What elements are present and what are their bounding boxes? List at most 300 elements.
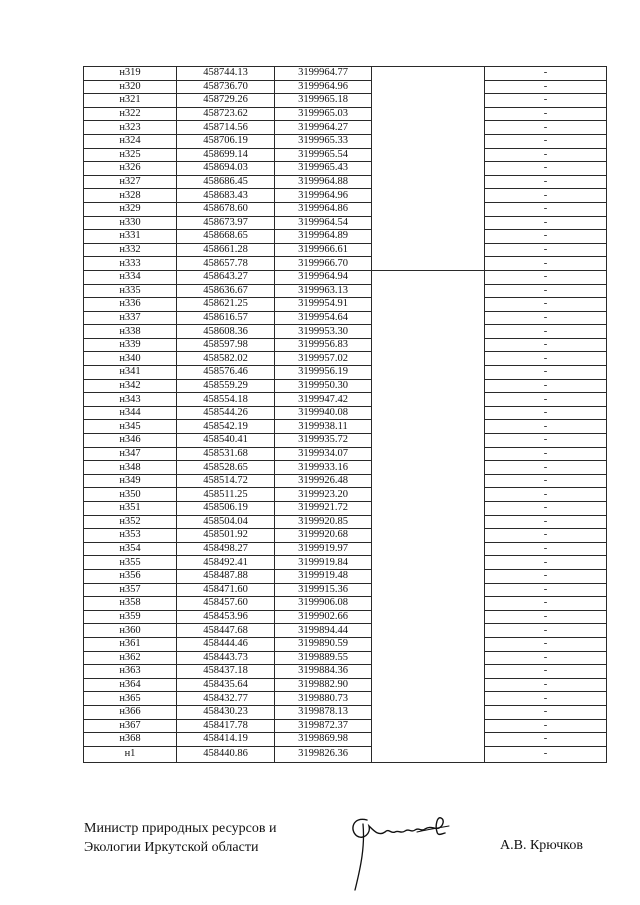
table-row — [84, 134, 607, 148]
table-row — [84, 651, 607, 665]
table-row — [84, 406, 607, 420]
x-coordinate-cell: 458511.25 — [177, 488, 275, 502]
x-coordinate-cell: 458430.23 — [177, 705, 275, 719]
point-name-cell: н356 — [84, 569, 177, 583]
point-name-cell: н357 — [84, 583, 177, 597]
table-row — [84, 243, 607, 257]
dash-cell: - — [485, 692, 607, 706]
point-name-cell: н361 — [84, 637, 177, 651]
point-name-cell: н336 — [84, 298, 177, 312]
x-coordinate-cell: 458432.77 — [177, 692, 275, 706]
point-name-cell: н340 — [84, 352, 177, 366]
empty-cell — [372, 379, 485, 393]
x-coordinate-cell: 458597.98 — [177, 338, 275, 352]
y-coordinate-cell: 3199826.36 — [275, 746, 372, 762]
dash-cell: - — [485, 243, 607, 257]
dash-cell: - — [485, 298, 607, 312]
dash-cell: - — [485, 325, 607, 339]
x-coordinate-cell: 458678.60 — [177, 202, 275, 216]
y-coordinate-cell: 3199902.66 — [275, 610, 372, 624]
x-coordinate-cell: 458559.29 — [177, 379, 275, 393]
dash-cell: - — [485, 162, 607, 176]
table-row — [84, 284, 607, 298]
y-coordinate-cell: 3199957.02 — [275, 352, 372, 366]
point-name-cell: н354 — [84, 542, 177, 556]
x-coordinate-cell: 458582.02 — [177, 352, 275, 366]
x-coordinate-cell: 458414.19 — [177, 733, 275, 747]
y-coordinate-cell: 3199965.54 — [275, 148, 372, 162]
table-row — [84, 746, 607, 762]
point-name-cell: н331 — [84, 230, 177, 244]
table-row — [84, 597, 607, 611]
x-coordinate-cell: 458657.78 — [177, 257, 275, 271]
dash-cell: - — [485, 202, 607, 216]
dash-cell: - — [485, 583, 607, 597]
dash-cell: - — [485, 733, 607, 747]
y-coordinate-cell: 3199964.27 — [275, 121, 372, 135]
dash-cell: - — [485, 447, 607, 461]
point-name-cell: н332 — [84, 243, 177, 257]
y-coordinate-cell: 3199964.54 — [275, 216, 372, 230]
dash-cell: - — [485, 189, 607, 203]
dash-cell: - — [485, 542, 607, 556]
x-coordinate-cell: 458616.57 — [177, 311, 275, 325]
point-name-cell: н322 — [84, 107, 177, 121]
y-coordinate-cell: 3199956.83 — [275, 338, 372, 352]
dash-cell: - — [485, 107, 607, 121]
point-name-cell: н328 — [84, 189, 177, 203]
dash-cell: - — [485, 651, 607, 665]
y-coordinate-cell: 3199920.85 — [275, 515, 372, 529]
x-coordinate-cell: 458435.64 — [177, 678, 275, 692]
y-coordinate-cell: 3199964.86 — [275, 202, 372, 216]
empty-cell — [372, 338, 485, 352]
x-coordinate-cell: 458514.72 — [177, 474, 275, 488]
y-coordinate-cell: 3199964.96 — [275, 80, 372, 94]
y-coordinate-cell: 3199953.30 — [275, 325, 372, 339]
empty-cell — [372, 474, 485, 488]
y-coordinate-cell: 3199933.16 — [275, 461, 372, 475]
x-coordinate-cell: 458576.46 — [177, 366, 275, 380]
y-coordinate-cell: 3199966.70 — [275, 257, 372, 271]
dash-cell: - — [485, 705, 607, 719]
dash-cell: - — [485, 379, 607, 393]
x-coordinate-cell: 458706.19 — [177, 134, 275, 148]
table-row — [84, 583, 607, 597]
table-row — [84, 202, 607, 216]
y-coordinate-cell: 3199926.48 — [275, 474, 372, 488]
empty-cell — [372, 461, 485, 475]
table-row — [84, 665, 607, 679]
table-row — [84, 379, 607, 393]
point-name-cell: н323 — [84, 121, 177, 135]
empty-cell — [372, 311, 485, 325]
minister-title-line-2: Экологии Иркутской области — [84, 840, 259, 855]
dash-cell: - — [485, 420, 607, 434]
table-row — [84, 352, 607, 366]
table-row — [84, 637, 607, 651]
x-coordinate-cell: 458714.56 — [177, 121, 275, 135]
y-coordinate-cell: 3199964.96 — [275, 189, 372, 203]
point-name-cell: н363 — [84, 665, 177, 679]
point-name-cell: н330 — [84, 216, 177, 230]
x-coordinate-cell: 458686.45 — [177, 175, 275, 189]
dash-cell: - — [485, 434, 607, 448]
empty-cell — [372, 94, 485, 108]
x-coordinate-cell: 458661.28 — [177, 243, 275, 257]
dash-cell: - — [485, 406, 607, 420]
x-coordinate-cell: 458736.70 — [177, 80, 275, 94]
empty-cell — [372, 189, 485, 203]
table-row — [84, 705, 607, 719]
table-row — [84, 189, 607, 203]
point-name-cell: н349 — [84, 474, 177, 488]
x-coordinate-cell: 458437.18 — [177, 665, 275, 679]
empty-cell — [372, 665, 485, 679]
y-coordinate-cell: 3199934.07 — [275, 447, 372, 461]
empty-cell — [372, 121, 485, 135]
table-row — [84, 610, 607, 624]
table-row — [84, 270, 607, 284]
dash-cell: - — [485, 597, 607, 611]
x-coordinate-cell: 458636.67 — [177, 284, 275, 298]
y-coordinate-cell: 3199872.37 — [275, 719, 372, 733]
empty-cell — [372, 270, 485, 284]
handwritten-signature-icon — [345, 806, 460, 896]
empty-cell — [372, 515, 485, 529]
empty-cell — [372, 175, 485, 189]
y-coordinate-cell: 3199921.72 — [275, 502, 372, 516]
empty-cell — [372, 651, 485, 665]
empty-cell — [372, 80, 485, 94]
empty-cell — [372, 692, 485, 706]
dash-cell: - — [485, 257, 607, 271]
y-coordinate-cell: 3199964.88 — [275, 175, 372, 189]
empty-cell — [372, 134, 485, 148]
point-name-cell: н338 — [84, 325, 177, 339]
dash-cell: - — [485, 624, 607, 638]
x-coordinate-cell: 458492.41 — [177, 556, 275, 570]
point-name-cell: н359 — [84, 610, 177, 624]
dash-cell: - — [485, 461, 607, 475]
point-name-cell: н327 — [84, 175, 177, 189]
x-coordinate-cell: 458699.14 — [177, 148, 275, 162]
y-coordinate-cell: 3199915.36 — [275, 583, 372, 597]
empty-cell — [372, 325, 485, 339]
dash-cell: - — [485, 352, 607, 366]
dash-cell: - — [485, 502, 607, 516]
dash-cell: - — [485, 393, 607, 407]
point-name-cell: н344 — [84, 406, 177, 420]
x-coordinate-cell: 458744.13 — [177, 67, 275, 81]
x-coordinate-cell: 458723.62 — [177, 107, 275, 121]
point-name-cell: н364 — [84, 678, 177, 692]
point-name-cell: н346 — [84, 434, 177, 448]
point-name-cell: н342 — [84, 379, 177, 393]
table-row — [84, 461, 607, 475]
table-row — [84, 502, 607, 516]
x-coordinate-cell: 458544.26 — [177, 406, 275, 420]
y-coordinate-cell: 3199919.84 — [275, 556, 372, 570]
dash-cell: - — [485, 270, 607, 284]
point-name-cell: н347 — [84, 447, 177, 461]
point-name-cell: н362 — [84, 651, 177, 665]
x-coordinate-cell: 458528.65 — [177, 461, 275, 475]
point-name-cell: н321 — [84, 94, 177, 108]
point-name-cell: н334 — [84, 270, 177, 284]
dash-cell: - — [485, 719, 607, 733]
table-row — [84, 420, 607, 434]
x-coordinate-cell: 458498.27 — [177, 542, 275, 556]
x-coordinate-cell: 458457.60 — [177, 597, 275, 611]
x-coordinate-cell: 458683.43 — [177, 189, 275, 203]
point-name-cell: н329 — [84, 202, 177, 216]
empty-cell — [372, 678, 485, 692]
table-row — [84, 94, 607, 108]
table-row — [84, 107, 607, 121]
dash-cell: - — [485, 80, 607, 94]
table-row — [84, 624, 607, 638]
dash-cell: - — [485, 175, 607, 189]
table-row — [84, 338, 607, 352]
x-coordinate-cell: 458444.46 — [177, 637, 275, 651]
point-name-cell: н320 — [84, 80, 177, 94]
dash-cell: - — [485, 216, 607, 230]
empty-cell — [372, 406, 485, 420]
table-row — [84, 733, 607, 747]
coordinates-table — [83, 66, 607, 763]
x-coordinate-cell: 458471.60 — [177, 583, 275, 597]
table-row — [84, 515, 607, 529]
y-coordinate-cell: 3199965.43 — [275, 162, 372, 176]
dash-cell: - — [485, 746, 607, 762]
point-name-cell: н335 — [84, 284, 177, 298]
point-name-cell: н367 — [84, 719, 177, 733]
dash-cell: - — [485, 556, 607, 570]
dash-cell: - — [485, 148, 607, 162]
y-coordinate-cell: 3199964.77 — [275, 67, 372, 81]
signer-name: А.В. Крючков — [500, 838, 583, 853]
empty-cell — [372, 216, 485, 230]
y-coordinate-cell: 3199880.73 — [275, 692, 372, 706]
point-name-cell: н351 — [84, 502, 177, 516]
dash-cell: - — [485, 94, 607, 108]
dash-cell: - — [485, 637, 607, 651]
table-row — [84, 692, 607, 706]
dash-cell: - — [485, 488, 607, 502]
point-name-cell: н352 — [84, 515, 177, 529]
x-coordinate-cell: 458440.86 — [177, 746, 275, 762]
dash-cell: - — [485, 230, 607, 244]
y-coordinate-cell: 3199966.61 — [275, 243, 372, 257]
table-row — [84, 719, 607, 733]
empty-cell — [372, 488, 485, 502]
dash-cell: - — [485, 569, 607, 583]
point-name-cell: н341 — [84, 366, 177, 380]
empty-cell — [372, 637, 485, 651]
empty-cell — [372, 393, 485, 407]
empty-cell — [372, 529, 485, 543]
empty-cell — [372, 705, 485, 719]
point-name-cell: н366 — [84, 705, 177, 719]
point-name-cell: н333 — [84, 257, 177, 271]
x-coordinate-cell: 458487.88 — [177, 569, 275, 583]
empty-cell — [372, 569, 485, 583]
y-coordinate-cell: 3199919.48 — [275, 569, 372, 583]
y-coordinate-cell: 3199963.13 — [275, 284, 372, 298]
empty-cell — [372, 162, 485, 176]
y-coordinate-cell: 3199956.19 — [275, 366, 372, 380]
y-coordinate-cell: 3199890.59 — [275, 637, 372, 651]
table-row — [84, 230, 607, 244]
x-coordinate-cell: 458729.26 — [177, 94, 275, 108]
table-row — [84, 148, 607, 162]
table-row — [84, 366, 607, 380]
x-coordinate-cell: 458673.97 — [177, 216, 275, 230]
empty-cell — [372, 107, 485, 121]
x-coordinate-cell: 458542.19 — [177, 420, 275, 434]
table-row — [84, 569, 607, 583]
point-name-cell: н325 — [84, 148, 177, 162]
point-name-cell: н337 — [84, 311, 177, 325]
x-coordinate-cell: 458643.27 — [177, 270, 275, 284]
y-coordinate-cell: 3199894.44 — [275, 624, 372, 638]
point-name-cell: н368 — [84, 733, 177, 747]
table-row — [84, 257, 607, 271]
point-name-cell: н365 — [84, 692, 177, 706]
x-coordinate-cell: 458504.04 — [177, 515, 275, 529]
table-row — [84, 678, 607, 692]
footer-position — [84, 819, 276, 857]
empty-cell — [372, 298, 485, 312]
table-row — [84, 393, 607, 407]
point-name-cell: н339 — [84, 338, 177, 352]
y-coordinate-cell: 3199882.90 — [275, 678, 372, 692]
y-coordinate-cell: 3199923.20 — [275, 488, 372, 502]
x-coordinate-cell: 458447.68 — [177, 624, 275, 638]
x-coordinate-cell: 458694.03 — [177, 162, 275, 176]
y-coordinate-cell: 3199965.03 — [275, 107, 372, 121]
table-row — [84, 216, 607, 230]
dash-cell: - — [485, 67, 607, 81]
empty-cell — [372, 542, 485, 556]
table-row — [84, 542, 607, 556]
empty-cell — [372, 502, 485, 516]
empty-cell — [372, 746, 485, 762]
empty-cell — [372, 434, 485, 448]
empty-cell — [372, 733, 485, 747]
dash-cell: - — [485, 474, 607, 488]
empty-cell — [372, 719, 485, 733]
y-coordinate-cell: 3199950.30 — [275, 379, 372, 393]
table-row — [84, 556, 607, 570]
empty-cell — [372, 230, 485, 244]
table-row — [84, 80, 607, 94]
point-name-cell: н355 — [84, 556, 177, 570]
x-coordinate-cell: 458621.25 — [177, 298, 275, 312]
point-name-cell: н348 — [84, 461, 177, 475]
point-name-cell: н324 — [84, 134, 177, 148]
y-coordinate-cell: 3199938.11 — [275, 420, 372, 434]
dash-cell: - — [485, 311, 607, 325]
table-row — [84, 474, 607, 488]
point-name-cell: н326 — [84, 162, 177, 176]
point-name-cell: н343 — [84, 393, 177, 407]
dash-cell: - — [485, 134, 607, 148]
table-row — [84, 298, 607, 312]
dash-cell: - — [485, 610, 607, 624]
dash-cell: - — [485, 121, 607, 135]
dash-cell: - — [485, 678, 607, 692]
point-name-cell: н358 — [84, 597, 177, 611]
table-row — [84, 488, 607, 502]
y-coordinate-cell: 3199954.91 — [275, 298, 372, 312]
table-row — [84, 447, 607, 461]
y-coordinate-cell: 3199947.42 — [275, 393, 372, 407]
empty-cell — [372, 257, 485, 271]
x-coordinate-cell: 458501.92 — [177, 529, 275, 543]
table-row — [84, 529, 607, 543]
point-name-cell: н319 — [84, 67, 177, 81]
dash-cell: - — [485, 529, 607, 543]
empty-cell — [372, 597, 485, 611]
y-coordinate-cell: 3199919.97 — [275, 542, 372, 556]
y-coordinate-cell: 3199906.08 — [275, 597, 372, 611]
coordinates-table-body — [84, 67, 607, 763]
empty-cell — [372, 447, 485, 461]
table-row — [84, 121, 607, 135]
dash-cell: - — [485, 366, 607, 380]
x-coordinate-cell: 458443.73 — [177, 651, 275, 665]
empty-cell — [372, 243, 485, 257]
empty-cell — [372, 624, 485, 638]
x-coordinate-cell: 458453.96 — [177, 610, 275, 624]
x-coordinate-cell: 458554.18 — [177, 393, 275, 407]
x-coordinate-cell: 458668.65 — [177, 230, 275, 244]
x-coordinate-cell: 458417.78 — [177, 719, 275, 733]
x-coordinate-cell: 458608.36 — [177, 325, 275, 339]
empty-cell — [372, 352, 485, 366]
y-coordinate-cell: 3199964.89 — [275, 230, 372, 244]
y-coordinate-cell: 3199965.18 — [275, 94, 372, 108]
empty-cell — [372, 148, 485, 162]
x-coordinate-cell: 458506.19 — [177, 502, 275, 516]
y-coordinate-cell: 3199878.13 — [275, 705, 372, 719]
empty-cell — [372, 366, 485, 380]
table-row — [84, 434, 607, 448]
y-coordinate-cell: 3199884.36 — [275, 665, 372, 679]
point-name-cell: н345 — [84, 420, 177, 434]
minister-title-line-1: Министр природных ресурсов и — [84, 821, 277, 836]
empty-cell — [372, 67, 485, 81]
table-row — [84, 175, 607, 189]
table-row — [84, 67, 607, 81]
y-coordinate-cell: 3199935.72 — [275, 434, 372, 448]
point-name-cell: н353 — [84, 529, 177, 543]
x-coordinate-cell: 458531.68 — [177, 447, 275, 461]
table-row — [84, 325, 607, 339]
x-coordinate-cell: 458540.41 — [177, 434, 275, 448]
y-coordinate-cell: 3199940.08 — [275, 406, 372, 420]
empty-cell — [372, 284, 485, 298]
empty-cell — [372, 420, 485, 434]
y-coordinate-cell: 3199889.55 — [275, 651, 372, 665]
point-name-cell: н1 — [84, 746, 177, 762]
y-coordinate-cell: 3199965.33 — [275, 134, 372, 148]
empty-cell — [372, 583, 485, 597]
y-coordinate-cell: 3199920.68 — [275, 529, 372, 543]
empty-cell — [372, 610, 485, 624]
